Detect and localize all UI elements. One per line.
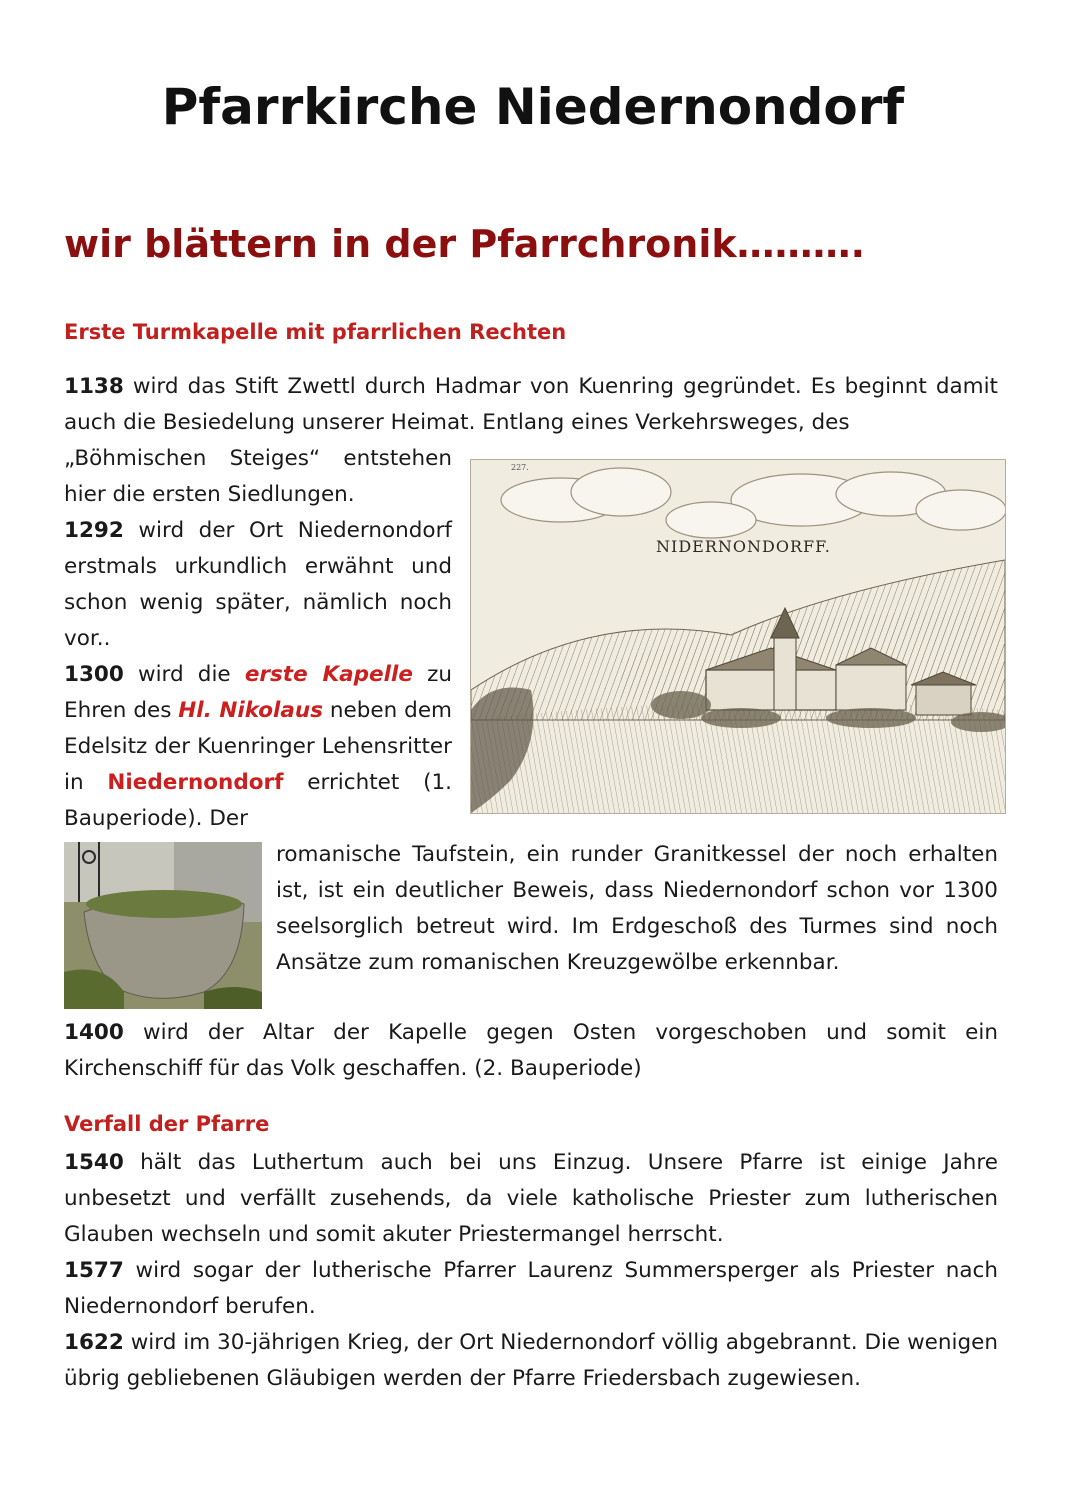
section-verfall-text: [64, 1145, 998, 1397]
baptismal-font-photo: [64, 842, 262, 1009]
year-1300: 1300: [64, 662, 124, 687]
paragraph-1300: [64, 657, 452, 837]
page-subtitle: wir blättern in der Pfarrchronik……….: [64, 222, 866, 266]
highlight-niedernondorf: Niedernondorf: [107, 770, 284, 795]
section-heading-turmkapelle: Erste Turmkapelle mit pfarrlichen Rechten: [64, 320, 567, 344]
village-engraving-image: [470, 459, 1006, 814]
paragraph-1540-text: hält das Luthertum auch bei uns Einzug. Unsere Pfarre ist einige Jahre unbesetzt und verfällt zusehends, da viele katholische Priester zum lutherischen Glauben wechseln und somit akuter Priestermangel herrscht.: [64, 1150, 998, 1247]
year-1622: 1622: [64, 1330, 124, 1355]
paragraph-1300-text-a: wird die: [123, 662, 245, 687]
paragraph-steig: „Böhmischen Steiges“ entstehen hier die ersten Siedlungen.: [64, 446, 452, 507]
paragraph-1577: [64, 1253, 998, 1325]
engraving-caption: NIDERNONDORFF.: [656, 537, 831, 556]
year-1292: 1292: [64, 518, 124, 543]
paragraph-1300-text-c: neben dem Edelsitz der Kuenringer Lehensritter in: [64, 698, 452, 795]
paragraph-1577-text: wird sogar der lutherische Pfarrer Laurenz Summersperger als Priester nach Niedernondorf berufen.: [64, 1258, 998, 1319]
paragraph-1292: [64, 513, 452, 657]
paragraph-1292-text: wird der Ort Niedernondorf erstmals urkundlich erwähnt und schon wenig später, nämlich noch vor..: [64, 518, 452, 651]
left-column-text: [64, 441, 452, 837]
paragraph-1400-text: wird der Altar der Kapelle gegen Osten vorgeschoben und somit ein Kirchenschiff für das Volk geschaffen. (2. Bauperiode): [64, 1020, 998, 1081]
paragraph-1622: [64, 1325, 998, 1397]
year-1540: 1540: [64, 1150, 124, 1175]
year-1138: 1138: [64, 374, 124, 399]
paragraph-1138-text: wird das Stift Zwettl durch Hadmar von Kuenring gegründet. Es beginnt damit auch die Besiedelung unserer Heimat. Entlang eines Verkehrsweges, des: [64, 374, 998, 435]
engraving-plate-number: 227.: [511, 463, 529, 472]
paragraph-1138: [64, 369, 998, 441]
section-heading-verfall: Verfall der Pfarre: [64, 1112, 270, 1136]
paragraph-1300-text-b: zu Ehren des: [64, 662, 452, 723]
font-photo-drawing: [64, 842, 262, 1009]
year-1577: 1577: [64, 1258, 124, 1283]
paragraph-1540: [64, 1145, 998, 1253]
engraving-drawing: [471, 460, 1005, 813]
highlight-hl-nikolaus: Hl. Nikolaus: [178, 698, 324, 723]
year-1400: 1400: [64, 1020, 124, 1045]
paragraph-1300-text-d: errichtet (1. Bauperiode). Der: [64, 770, 453, 831]
highlight-erste-kapelle: erste Kapelle: [244, 662, 413, 687]
paragraph-taufstein: romanische Taufstein, ein runder Granitkessel der noch erhalten ist, ist ein deutlicher Beweis, dass Niedernondorf schon vor 1300 seelsorglich betreut wird. Im Erdgeschoß des Turmes sind noch Ansätze zum romanischen Kreuzgewölbe erkennbar.: [276, 842, 998, 975]
paragraph-1622-text: wird im 30-jährigen Krieg, der Ort Niedernondorf völlig abgebrannt. Die wenigen übrig gebliebenen Gläubigen werden der Pfarre Friedersbach zugewiesen.: [64, 1330, 998, 1391]
page-title: Pfarrkirche Niedernondorf: [161, 78, 905, 136]
paragraph-1400: [64, 1015, 998, 1087]
